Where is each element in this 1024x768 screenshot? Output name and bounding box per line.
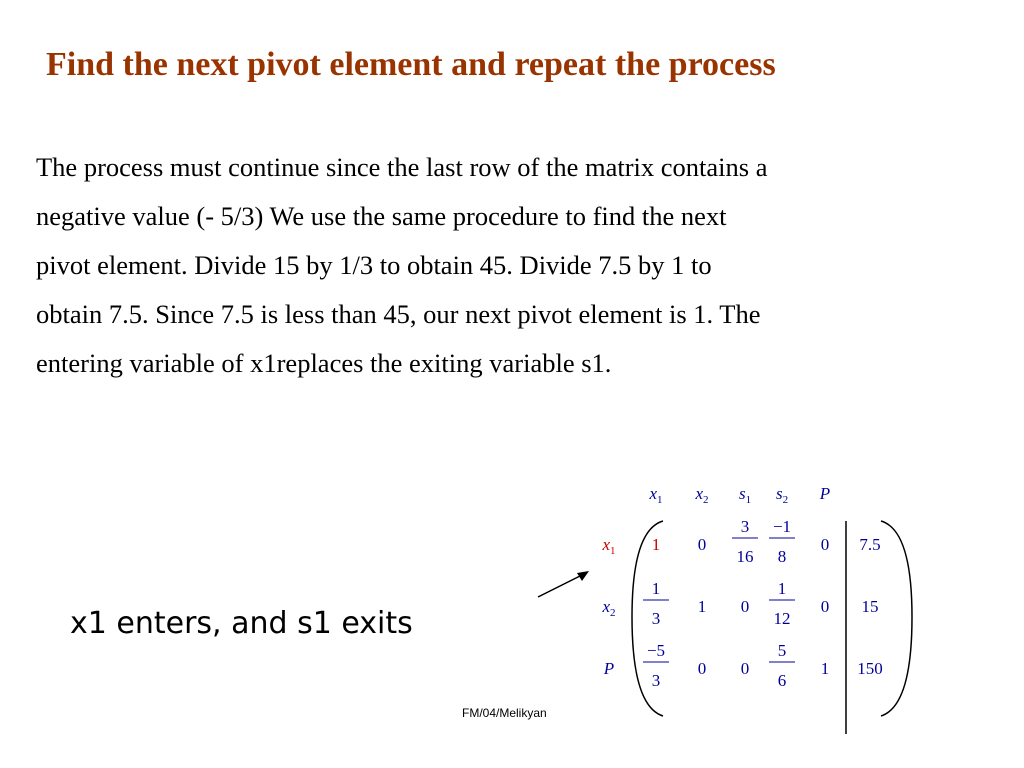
row-label-x2: $x_2$ (602, 597, 616, 619)
matrix-cell: 0 (740, 597, 750, 616)
matrix-cell-fraction (732, 517, 758, 566)
fraction-numerator: −5 (646, 641, 666, 660)
fraction-numerator: 1 (777, 579, 787, 598)
matrix-cell: 0 (820, 597, 830, 616)
fraction-denominator: 3 (651, 671, 661, 690)
slide-title: Find the next pivot element and repeat the process (46, 46, 776, 83)
paragraph-line: The process must continue since the last row of the matrix contains a (36, 152, 768, 182)
column-header-s1: $s_1$ (738, 484, 752, 506)
paragraph-line: obtain 7.5. Since 7.5 is less than 45, our next pivot element is 1. The (36, 299, 761, 329)
rhs-value: 150 (857, 659, 883, 678)
paragraph-line: pivot element. Divide 15 by 1/3 to obtain 45. Divide 7.5 by 1 to (36, 250, 712, 280)
matrix-cell-fraction (643, 641, 669, 690)
column-header-p: P (819, 484, 831, 503)
row-label-p: P (603, 659, 615, 678)
paragraph-line: entering variable of x1replaces the exiting variable s1. (36, 348, 612, 378)
matrix-right-bracket (881, 521, 912, 716)
matrix-cell: 1 (820, 659, 830, 678)
matrix-cell-fraction (769, 641, 795, 690)
column-header-x1: $x_1$ (649, 484, 663, 506)
row-label-x1: $x_1$ (602, 535, 616, 557)
pivot-caption: x1 enters, and s1 exits (70, 606, 413, 641)
fraction-denominator: 16 (736, 547, 754, 566)
pointer-arrow (538, 571, 589, 597)
fraction-denominator: 8 (777, 547, 787, 566)
fraction-denominator: 12 (773, 609, 791, 628)
fraction-numerator: 1 (651, 579, 661, 598)
matrix-cell-fraction (643, 579, 669, 628)
rhs-value: 7.5 (859, 535, 881, 554)
footer-credit: FM/04/Melikyan (462, 706, 547, 720)
matrix-cell: 0 (820, 535, 830, 554)
paragraph-line: negative value (- 5/3) We use the same procedure to find the next (36, 201, 727, 231)
pivot-element: 1 (651, 535, 661, 554)
matrix-cell: 0 (697, 659, 707, 678)
fraction-denominator: 6 (777, 671, 787, 690)
fraction-numerator: −1 (772, 517, 792, 536)
matrix-cell-fraction (769, 517, 795, 566)
fraction-numerator: 3 (740, 517, 750, 536)
rhs-value: 15 (861, 597, 879, 616)
matrix-cell: 0 (740, 659, 750, 678)
matrix-cell: 0 (697, 535, 707, 554)
matrix-cell: 1 (697, 597, 707, 616)
fraction-numerator: 5 (777, 641, 787, 660)
column-header-s2: $s_2$ (775, 484, 789, 506)
matrix-cell-fraction (769, 579, 795, 628)
fraction-denominator: 3 (651, 609, 661, 628)
column-header-x2: $x_2$ (695, 484, 709, 506)
